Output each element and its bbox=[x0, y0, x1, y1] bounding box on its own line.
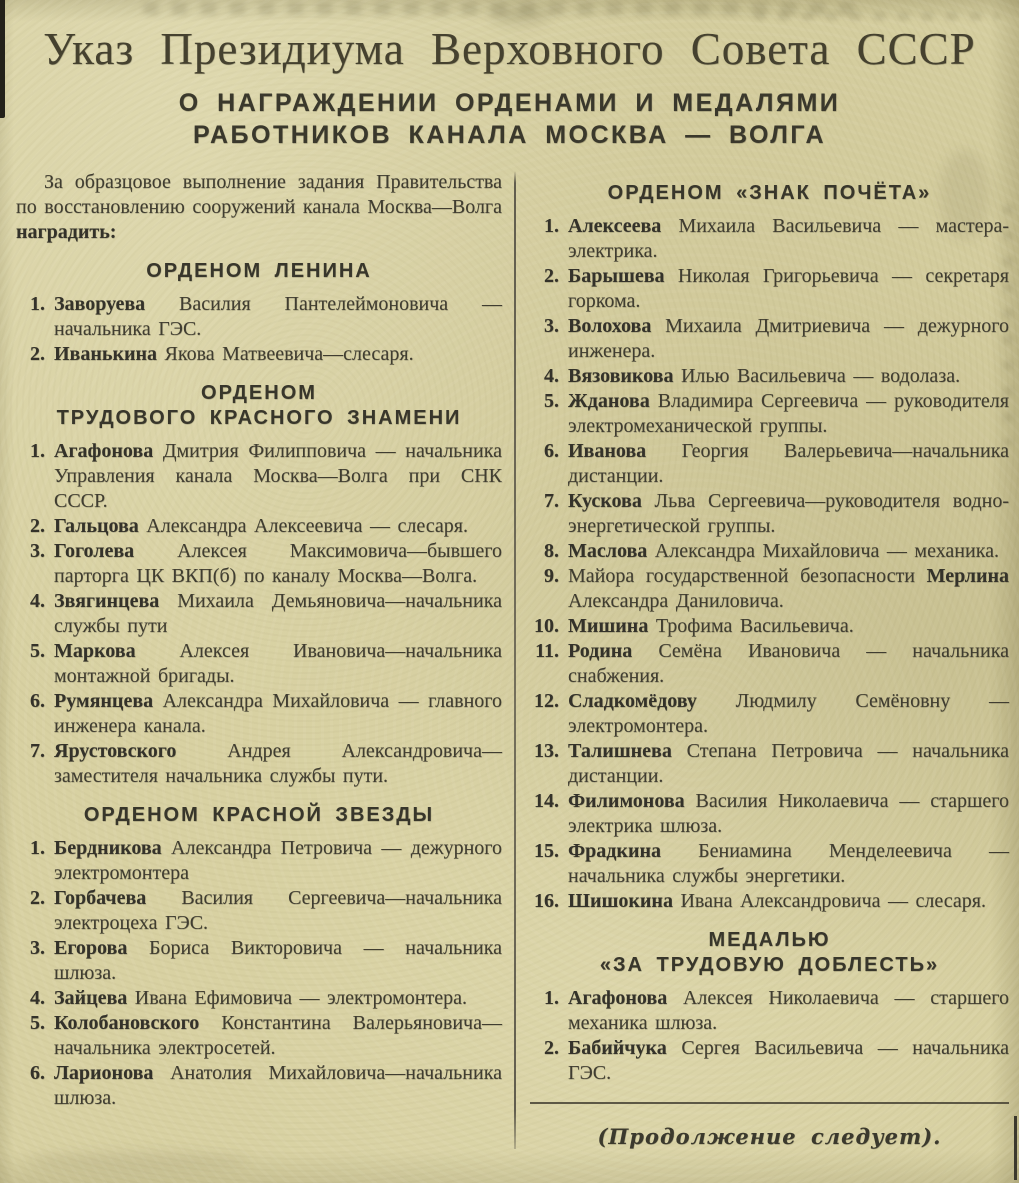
section-heading: ОРДЕНОМ КРАСНОЙ ЗВЕЗДЫ bbox=[83, 804, 435, 826]
award-item bbox=[16, 1011, 502, 1061]
item-text: Жданова Владимира Сергеевича — руководителя электромеханической группы. bbox=[568, 390, 1009, 437]
item-number: 1. bbox=[30, 293, 45, 315]
awardee-surname: Заворуева bbox=[54, 293, 146, 315]
awardee-surname: Барышева bbox=[568, 265, 665, 287]
item-text: Шишокина Ивана Александровича — слесаря. bbox=[568, 890, 986, 912]
awardee-surname: Иванькина bbox=[54, 343, 158, 365]
item-text: Талишнева Степана Петровича — начальника дистанции. bbox=[568, 740, 1009, 787]
section-heading: ОРДЕНОМ «ЗНАК ПОЧЁТА» bbox=[607, 182, 932, 204]
awardee-surname: Фрадкина bbox=[568, 840, 661, 862]
item-number: 2. bbox=[30, 515, 45, 537]
item-text: Звягинцева Михаила Демьяновича—начальника службы пути bbox=[54, 590, 502, 637]
award-item bbox=[16, 342, 502, 367]
awardee-surname: Сладкомёдову bbox=[568, 690, 697, 712]
item-number: 6. bbox=[544, 440, 559, 462]
section-heading: МЕДАЛЬЮ «ЗА ТРУДОВУЮ ДОБЛЕСТЬ» bbox=[599, 929, 940, 976]
item-number: 5. bbox=[544, 390, 559, 412]
award-list bbox=[530, 214, 1009, 914]
awardee-surname: Зайцева bbox=[54, 987, 128, 1009]
award-item bbox=[530, 489, 1009, 539]
article-columns bbox=[0, 167, 1019, 1149]
right-column-sections bbox=[530, 181, 1009, 1086]
item-number: 4. bbox=[30, 590, 45, 612]
award-item bbox=[530, 539, 1009, 564]
awardee-surname: Кускова bbox=[568, 490, 642, 512]
item-text: Родина Семёна Ивановича — начальника снабжения. bbox=[568, 640, 1009, 687]
item-text: Вязовикова Илью Васильевича — водолаза. bbox=[568, 365, 961, 387]
award-item bbox=[530, 314, 1009, 364]
scan-edge-mark-right bbox=[1014, 1116, 1017, 1180]
award-item bbox=[16, 292, 502, 342]
award-item bbox=[530, 639, 1009, 689]
left-column bbox=[16, 167, 502, 1149]
awardee-surname: Егорова bbox=[54, 937, 128, 959]
item-number: 2. bbox=[30, 343, 45, 365]
awardee-surname: Иванова bbox=[568, 440, 647, 462]
awardee-surname: Румянцева bbox=[54, 690, 154, 712]
awardee-surname: Вязовикова bbox=[568, 365, 674, 387]
item-text: Гальцова Александра Алексеевича — слесаря. bbox=[54, 515, 468, 537]
item-text: Горбачева Василия Сергеевича—начальника электроцеха ГЭС. bbox=[54, 887, 502, 934]
item-number: 13. bbox=[534, 740, 559, 762]
item-number: 4. bbox=[544, 365, 559, 387]
award-item bbox=[16, 1061, 502, 1111]
awardee-surname: Маслова bbox=[568, 540, 648, 562]
awardee-surname: Мерлина bbox=[926, 565, 1009, 587]
decree-subtitle bbox=[0, 87, 1019, 151]
awardee-surname: Ярустовского bbox=[54, 740, 177, 762]
item-number: 2. bbox=[30, 887, 45, 909]
item-text: Гоголева Алексея Максимовича—бывшего парторга ЦК ВКП(б) по каналу Москва—Волга. bbox=[54, 540, 502, 587]
award-item bbox=[530, 389, 1009, 439]
item-text: Сладкомёдову Людмилу Семёновну — электромонтера. bbox=[568, 690, 1009, 737]
award-list bbox=[16, 439, 502, 789]
item-number: 5. bbox=[30, 640, 45, 662]
award-item bbox=[16, 936, 502, 986]
item-text: Колобановского Константина Валерьяновича—начальника электросетей. bbox=[54, 1012, 502, 1059]
awardee-surname: Звягинцева bbox=[54, 590, 160, 612]
award-item bbox=[530, 889, 1009, 914]
item-number: 16. bbox=[534, 890, 559, 912]
award-section bbox=[16, 259, 502, 367]
award-item bbox=[530, 564, 1009, 614]
item-text: Кускова Льва Сергеевича—руководителя водно-энергетической группы. bbox=[568, 490, 1009, 537]
awardee-surname: Гальцова bbox=[54, 515, 139, 537]
footer-rule bbox=[530, 1102, 1009, 1104]
awardee-surname: Шишокина bbox=[568, 890, 673, 912]
intro-text: За образцовое выполнение задания Правительства по восстановлению сооружений канала Москва—Волга bbox=[16, 171, 502, 218]
item-text: Алексеева Михаила Васильевича — мастера-электрика. bbox=[568, 215, 1009, 262]
decree-subtitle-line1: О НАГРАЖДЕНИИ ОРДЕНАМИ И МЕДАЛЯМИ bbox=[178, 89, 841, 117]
item-number: 5. bbox=[30, 1012, 45, 1034]
award-item bbox=[530, 264, 1009, 314]
item-number: 1. bbox=[544, 215, 559, 237]
award-item bbox=[530, 1036, 1009, 1086]
award-item bbox=[16, 886, 502, 936]
award-item bbox=[16, 439, 502, 514]
award-section bbox=[16, 381, 502, 789]
item-text: Зайцева Ивана Ефимовича — электромонтера. bbox=[54, 987, 467, 1009]
award-item bbox=[16, 639, 502, 689]
left-column-sections bbox=[16, 259, 502, 1111]
awardee-surname: Бабийчука bbox=[568, 1037, 667, 1059]
item-text: Агафонова Алексея Николаевича — старшего механика шлюза. bbox=[568, 987, 1009, 1034]
item-text: Барышева Николая Григорьевича — секретаря горкома. bbox=[568, 265, 1009, 312]
award-item bbox=[530, 214, 1009, 264]
item-text: Иванова Георгия Валерьевича—начальника дистанции. bbox=[568, 440, 1009, 487]
award-item bbox=[16, 836, 502, 886]
awardee-surname: Мишина bbox=[568, 615, 649, 637]
item-text: Иванькина Якова Матвеевича—слесаря. bbox=[54, 343, 414, 365]
item-number: 11. bbox=[535, 640, 559, 662]
item-number: 9. bbox=[544, 565, 559, 587]
item-number: 10. bbox=[534, 615, 559, 637]
item-number: 8. bbox=[544, 540, 559, 562]
item-number: 2. bbox=[544, 265, 559, 287]
awardee-surname: Ларионова bbox=[54, 1062, 154, 1084]
item-number: 6. bbox=[30, 690, 45, 712]
item-text: Мишина Трофима Васильевича. bbox=[568, 615, 854, 637]
right-column bbox=[528, 167, 1009, 1149]
awardee-surname: Горбачева bbox=[54, 887, 147, 909]
award-item bbox=[530, 614, 1009, 639]
award-item bbox=[530, 739, 1009, 789]
intro-paragraph bbox=[16, 170, 502, 245]
item-text: Майора государственной безопасности Мерлина Александра Даниловича. bbox=[568, 565, 1009, 612]
award-item bbox=[16, 739, 502, 789]
section-heading: ОРДЕНОМ ТРУДОВОГО КРАСНОГО ЗНАМЕНИ bbox=[56, 382, 462, 429]
item-text: Заворуева Василия Пантелеймоновича — начальника ГЭС. bbox=[54, 293, 502, 340]
award-item bbox=[530, 689, 1009, 739]
item-number: 1. bbox=[544, 987, 559, 1009]
award-item bbox=[16, 986, 502, 1011]
item-number: 1. bbox=[30, 440, 45, 462]
item-text: Агафонова Дмитрия Филипповича — начальника Управления канала Москва—Волга при СНК СССР. bbox=[54, 440, 502, 512]
item-text: Маслова Александра Михайловича — механика. bbox=[568, 540, 999, 562]
item-text: Ларионова Анатолия Михайловича—начальника шлюза. bbox=[54, 1062, 502, 1109]
awardee-surname: Алексеева bbox=[568, 215, 662, 237]
award-list bbox=[16, 836, 502, 1111]
section-heading: ОРДЕНОМ ЛЕНИНА bbox=[146, 260, 372, 282]
award-list bbox=[530, 986, 1009, 1086]
item-text: Филимонова Василия Николаевича — старшего электрика шлюза. bbox=[568, 790, 1009, 837]
continuation-note: (Продолжение следует). bbox=[597, 1124, 942, 1149]
award-item bbox=[530, 839, 1009, 889]
awardee-surname: Гоголева bbox=[54, 540, 135, 562]
awardee-surname: Агафонова bbox=[54, 440, 154, 462]
item-text: Фрадкина Бениамина Менделеевича — начальника службы энергетики. bbox=[568, 840, 1009, 887]
award-section bbox=[16, 803, 502, 1111]
column-divider-rule bbox=[514, 171, 516, 1149]
item-number: 1. bbox=[30, 837, 45, 859]
awardee-surname: Колобановского bbox=[54, 1012, 200, 1034]
awardee-surname: Агафонова bbox=[568, 987, 668, 1009]
item-text: Бердникова Александра Петровича — дежурного электромонтера bbox=[54, 837, 502, 884]
item-number: 2. bbox=[544, 1037, 559, 1059]
award-item bbox=[530, 789, 1009, 839]
award-item bbox=[530, 986, 1009, 1036]
awardee-surname: Бердникова bbox=[54, 837, 162, 859]
item-number: 3. bbox=[544, 315, 559, 337]
decree-subtitle-line2: РАБОТНИКОВ КАНАЛА МОСКВА — ВОЛГА bbox=[193, 121, 826, 149]
item-number: 7. bbox=[544, 490, 559, 512]
awardee-surname: Родина bbox=[568, 640, 633, 662]
awardee-surname: Жданова bbox=[568, 390, 650, 412]
awardee-surname: Волохова bbox=[568, 315, 652, 337]
item-number: 3. bbox=[30, 937, 45, 959]
awardee-surname: Филимонова bbox=[568, 790, 685, 812]
item-number: 7. bbox=[30, 740, 45, 762]
award-item bbox=[530, 439, 1009, 489]
article-header bbox=[0, 0, 1019, 151]
item-number: 15. bbox=[534, 840, 559, 862]
item-text: Волохова Михаила Дмитриевича — дежурного инженера. bbox=[568, 315, 1009, 362]
awardee-surname: Маркова bbox=[54, 640, 136, 662]
item-text: Румянцева Александра Михайловича — главного инженера канала. bbox=[54, 690, 502, 737]
award-item bbox=[16, 514, 502, 539]
item-text: Маркова Алексея Ивановича—начальника монтажной бригады. bbox=[54, 640, 502, 687]
award-item bbox=[16, 689, 502, 739]
item-number: 6. bbox=[30, 1062, 45, 1084]
award-list bbox=[16, 292, 502, 367]
item-text: Егорова Бориса Викторовича — начальника шлюза. bbox=[54, 937, 502, 984]
award-item bbox=[16, 589, 502, 639]
item-text: Ярустовского Андрея Александровича—заместителя начальника службы пути. bbox=[54, 740, 502, 787]
item-text: Бабийчука Сергея Васильевича — начальника ГЭС. bbox=[568, 1037, 1009, 1084]
awardee-surname: Талишнева bbox=[568, 740, 672, 762]
award-item bbox=[16, 539, 502, 589]
item-number: 4. bbox=[30, 987, 45, 1009]
award-section bbox=[530, 928, 1009, 1086]
item-number: 14. bbox=[534, 790, 559, 812]
ink-blotch bbox=[30, 1150, 250, 1172]
item-number: 3. bbox=[30, 540, 45, 562]
award-section bbox=[530, 181, 1009, 914]
item-number: 12. bbox=[534, 690, 559, 712]
award-item bbox=[530, 364, 1009, 389]
intro-bold-word: наградить: bbox=[16, 221, 117, 243]
decree-title: Указ Президиума Верховного Совета СССР bbox=[43, 24, 976, 74]
